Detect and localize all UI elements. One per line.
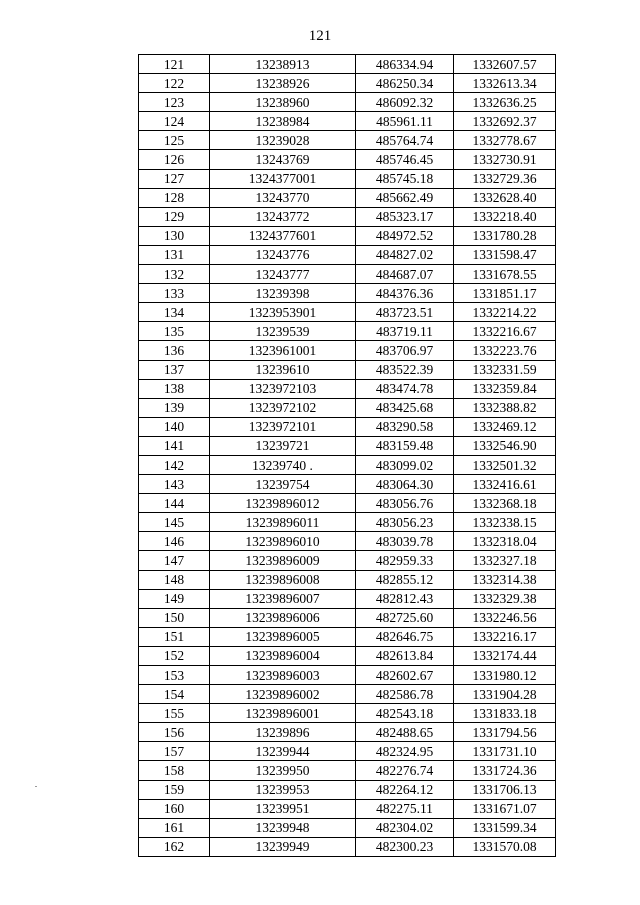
- x-coordinate-cell: 486092.32: [356, 93, 454, 112]
- point-id-cell: 13239896010: [210, 532, 356, 551]
- table-row: [139, 761, 556, 780]
- x-coordinate-cell: 482855.12: [356, 570, 454, 589]
- y-coordinate-cell: 1331780.28: [454, 226, 556, 245]
- x-coordinate-cell: 484687.07: [356, 265, 454, 284]
- row-index-cell: 149: [139, 589, 210, 608]
- x-coordinate-cell: 482812.43: [356, 589, 454, 608]
- table-row: [139, 608, 556, 627]
- y-coordinate-cell: 1332174.44: [454, 646, 556, 665]
- y-coordinate-cell: 1332607.57: [454, 55, 556, 74]
- x-coordinate-cell: 483099.02: [356, 455, 454, 474]
- table-row: [139, 494, 556, 513]
- table-row: [139, 589, 556, 608]
- x-coordinate-cell: 482613.84: [356, 646, 454, 665]
- y-coordinate-cell: 1332368.18: [454, 494, 556, 513]
- x-coordinate-cell: 482275.11: [356, 799, 454, 818]
- point-id-cell: 13239896006: [210, 608, 356, 627]
- x-coordinate-cell: 485745.18: [356, 169, 454, 188]
- point-id-cell: 13239896012: [210, 494, 356, 513]
- y-coordinate-cell: 1332327.18: [454, 551, 556, 570]
- point-id-cell: 13243776: [210, 245, 356, 264]
- row-index-cell: 153: [139, 666, 210, 685]
- x-coordinate-cell: 483056.23: [356, 513, 454, 532]
- x-coordinate-cell: 486334.94: [356, 55, 454, 74]
- point-id-cell: 13239896005: [210, 627, 356, 646]
- table-row: [139, 551, 556, 570]
- point-id-cell: 13239754: [210, 475, 356, 494]
- table-row: [139, 799, 556, 818]
- x-coordinate-cell: 484972.52: [356, 226, 454, 245]
- y-coordinate-cell: 1331724.36: [454, 761, 556, 780]
- y-coordinate-cell: 1332216.67: [454, 322, 556, 341]
- y-coordinate-cell: 1332628.40: [454, 188, 556, 207]
- margin-mark: [35, 786, 37, 787]
- x-coordinate-cell: 482543.18: [356, 704, 454, 723]
- point-id-cell: 1323961001: [210, 341, 356, 360]
- x-coordinate-cell: 483706.97: [356, 341, 454, 360]
- y-coordinate-cell: 1332692.37: [454, 112, 556, 131]
- row-index-cell: 134: [139, 303, 210, 322]
- table-row: [139, 455, 556, 474]
- point-id-cell: 13239896003: [210, 666, 356, 685]
- y-coordinate-cell: 1332636.25: [454, 93, 556, 112]
- row-index-cell: 156: [139, 723, 210, 742]
- point-id-cell: 13239896001: [210, 704, 356, 723]
- row-index-cell: 151: [139, 627, 210, 646]
- point-id-cell: 13243769: [210, 150, 356, 169]
- x-coordinate-cell: 482646.75: [356, 627, 454, 646]
- y-coordinate-cell: 1331706.13: [454, 780, 556, 799]
- point-id-cell: 13239896009: [210, 551, 356, 570]
- table-row: [139, 226, 556, 245]
- x-coordinate-cell: 482602.67: [356, 666, 454, 685]
- point-id-cell: 13239896: [210, 723, 356, 742]
- y-coordinate-cell: 1332501.32: [454, 455, 556, 474]
- point-id-cell: 13239896004: [210, 646, 356, 665]
- y-coordinate-cell: 1331904.28: [454, 685, 556, 704]
- table-row: [139, 666, 556, 685]
- row-index-cell: 160: [139, 799, 210, 818]
- point-id-cell: 1323972101: [210, 417, 356, 436]
- row-index-cell: 142: [139, 455, 210, 474]
- table-row: [139, 398, 556, 417]
- table-row: [139, 513, 556, 532]
- table-row: [139, 532, 556, 551]
- point-id-cell: 1323972102: [210, 398, 356, 417]
- row-index-cell: 122: [139, 74, 210, 93]
- row-index-cell: 145: [139, 513, 210, 532]
- row-index-cell: 158: [139, 761, 210, 780]
- table-row: [139, 379, 556, 398]
- point-id-cell: 13239896008: [210, 570, 356, 589]
- table-row: [139, 780, 556, 799]
- table-row: [139, 341, 556, 360]
- coordinates-table: [138, 54, 556, 857]
- x-coordinate-cell: 483064.30: [356, 475, 454, 494]
- table-row: [139, 417, 556, 436]
- row-index-cell: 136: [139, 341, 210, 360]
- row-index-cell: 155: [139, 704, 210, 723]
- table-row: [139, 818, 556, 837]
- y-coordinate-cell: 1331851.17: [454, 284, 556, 303]
- table-row: [139, 207, 556, 226]
- point-id-cell: 13238960: [210, 93, 356, 112]
- row-index-cell: 150: [139, 608, 210, 627]
- row-index-cell: 130: [139, 226, 210, 245]
- point-id-cell: 13239944: [210, 742, 356, 761]
- page-number: 121: [308, 28, 332, 44]
- point-id-cell: 13238984: [210, 112, 356, 131]
- y-coordinate-cell: 1332331.59: [454, 360, 556, 379]
- y-coordinate-cell: 1332214.22: [454, 303, 556, 322]
- y-coordinate-cell: 1332318.04: [454, 532, 556, 551]
- x-coordinate-cell: 482300.23: [356, 837, 454, 856]
- point-id-cell: 13239539: [210, 322, 356, 341]
- y-coordinate-cell: 1331671.07: [454, 799, 556, 818]
- point-id-cell: 13243777: [210, 265, 356, 284]
- x-coordinate-cell: 486250.34: [356, 74, 454, 93]
- table-row: [139, 627, 556, 646]
- point-id-cell: 13239721: [210, 436, 356, 455]
- table-row: [139, 704, 556, 723]
- y-coordinate-cell: 1331598.47: [454, 245, 556, 264]
- y-coordinate-cell: 1332613.34: [454, 74, 556, 93]
- row-index-cell: 124: [139, 112, 210, 131]
- point-id-cell: 1324377001: [210, 169, 356, 188]
- table-row: [139, 742, 556, 761]
- table-row: [139, 360, 556, 379]
- row-index-cell: 154: [139, 685, 210, 704]
- y-coordinate-cell: 1332729.36: [454, 169, 556, 188]
- y-coordinate-cell: 1332546.90: [454, 436, 556, 455]
- point-id-cell: 1324377601: [210, 226, 356, 245]
- table-row: [139, 188, 556, 207]
- point-id-cell: 1323972103: [210, 379, 356, 398]
- table-row: [139, 436, 556, 455]
- row-index-cell: 152: [139, 646, 210, 665]
- x-coordinate-cell: 483474.78: [356, 379, 454, 398]
- y-coordinate-cell: 1331678.55: [454, 265, 556, 284]
- x-coordinate-cell: 482488.65: [356, 723, 454, 742]
- row-index-cell: 148: [139, 570, 210, 589]
- row-index-cell: 133: [139, 284, 210, 303]
- row-index-cell: 138: [139, 379, 210, 398]
- y-coordinate-cell: 1332388.82: [454, 398, 556, 417]
- y-coordinate-cell: 1331833.18: [454, 704, 556, 723]
- point-id-cell: 13239398: [210, 284, 356, 303]
- row-index-cell: 144: [139, 494, 210, 513]
- table-row: [139, 55, 556, 74]
- x-coordinate-cell: 484827.02: [356, 245, 454, 264]
- x-coordinate-cell: 482276.74: [356, 761, 454, 780]
- x-coordinate-cell: 483159.48: [356, 436, 454, 455]
- y-coordinate-cell: 1332216.17: [454, 627, 556, 646]
- table-body: [139, 55, 556, 857]
- row-index-cell: 140: [139, 417, 210, 436]
- table-row: [139, 303, 556, 322]
- y-coordinate-cell: 1332338.15: [454, 513, 556, 532]
- table-row: [139, 131, 556, 150]
- y-coordinate-cell: 1332778.67: [454, 131, 556, 150]
- row-index-cell: 143: [139, 475, 210, 494]
- table-row: [139, 685, 556, 704]
- x-coordinate-cell: 482304.02: [356, 818, 454, 837]
- point-id-cell: 13239949: [210, 837, 356, 856]
- row-index-cell: 161: [139, 818, 210, 837]
- x-coordinate-cell: 482586.78: [356, 685, 454, 704]
- row-index-cell: 159: [139, 780, 210, 799]
- row-index-cell: 125: [139, 131, 210, 150]
- row-index-cell: 127: [139, 169, 210, 188]
- row-index-cell: 162: [139, 837, 210, 856]
- row-index-cell: 126: [139, 150, 210, 169]
- y-coordinate-cell: 1332314.38: [454, 570, 556, 589]
- point-id-cell: 13243770: [210, 188, 356, 207]
- table-row: [139, 723, 556, 742]
- x-coordinate-cell: 485764.74: [356, 131, 454, 150]
- table-row: [139, 265, 556, 284]
- x-coordinate-cell: 485662.49: [356, 188, 454, 207]
- row-index-cell: 129: [139, 207, 210, 226]
- row-index-cell: 132: [139, 265, 210, 284]
- row-index-cell: 128: [139, 188, 210, 207]
- y-coordinate-cell: 1331599.34: [454, 818, 556, 837]
- table-row: [139, 245, 556, 264]
- y-coordinate-cell: 1332246.56: [454, 608, 556, 627]
- point-id-cell: 13239896002: [210, 685, 356, 704]
- row-index-cell: 139: [139, 398, 210, 417]
- table-row: [139, 570, 556, 589]
- y-coordinate-cell: 1331794.56: [454, 723, 556, 742]
- x-coordinate-cell: 483056.76: [356, 494, 454, 513]
- y-coordinate-cell: 1331980.12: [454, 666, 556, 685]
- point-id-cell: 13238913: [210, 55, 356, 74]
- point-id-cell: 13239896007: [210, 589, 356, 608]
- x-coordinate-cell: 483719.11: [356, 322, 454, 341]
- point-id-cell: 13239896011: [210, 513, 356, 532]
- x-coordinate-cell: 482264.12: [356, 780, 454, 799]
- point-id-cell: 13239951: [210, 799, 356, 818]
- y-coordinate-cell: 1332469.12: [454, 417, 556, 436]
- point-id-cell: 13238926: [210, 74, 356, 93]
- x-coordinate-cell: 482959.33: [356, 551, 454, 570]
- table-row: [139, 150, 556, 169]
- row-index-cell: 121: [139, 55, 210, 74]
- point-id-cell: 13239948: [210, 818, 356, 837]
- point-id-cell: 13243772: [210, 207, 356, 226]
- table-row: [139, 93, 556, 112]
- y-coordinate-cell: 1331731.10: [454, 742, 556, 761]
- row-index-cell: 147: [139, 551, 210, 570]
- y-coordinate-cell: 1332730.91: [454, 150, 556, 169]
- x-coordinate-cell: 483039.78: [356, 532, 454, 551]
- x-coordinate-cell: 485323.17: [356, 207, 454, 226]
- point-id-cell: 13239610: [210, 360, 356, 379]
- row-index-cell: 137: [139, 360, 210, 379]
- point-id-cell: 13239950: [210, 761, 356, 780]
- x-coordinate-cell: 483290.58: [356, 417, 454, 436]
- x-coordinate-cell: 482725.60: [356, 608, 454, 627]
- y-coordinate-cell: 1332359.84: [454, 379, 556, 398]
- point-id-cell: 13239740 .: [210, 455, 356, 474]
- row-index-cell: 157: [139, 742, 210, 761]
- x-coordinate-cell: 485961.11: [356, 112, 454, 131]
- table-row: [139, 169, 556, 188]
- point-id-cell: 13239028: [210, 131, 356, 150]
- table-row: [139, 284, 556, 303]
- x-coordinate-cell: 483425.68: [356, 398, 454, 417]
- x-coordinate-cell: 485746.45: [356, 150, 454, 169]
- y-coordinate-cell: 1332416.61: [454, 475, 556, 494]
- x-coordinate-cell: 483522.39: [356, 360, 454, 379]
- table-row: [139, 74, 556, 93]
- row-index-cell: 131: [139, 245, 210, 264]
- x-coordinate-cell: 484376.36: [356, 284, 454, 303]
- point-id-cell: 13239953: [210, 780, 356, 799]
- row-index-cell: 146: [139, 532, 210, 551]
- table-row: [139, 646, 556, 665]
- x-coordinate-cell: 482324.95: [356, 742, 454, 761]
- x-coordinate-cell: 483723.51: [356, 303, 454, 322]
- row-index-cell: 135: [139, 322, 210, 341]
- y-coordinate-cell: 1332223.76: [454, 341, 556, 360]
- row-index-cell: 141: [139, 436, 210, 455]
- point-id-cell: 1323953901: [210, 303, 356, 322]
- table-row: [139, 475, 556, 494]
- y-coordinate-cell: 1332329.38: [454, 589, 556, 608]
- row-index-cell: 123: [139, 93, 210, 112]
- y-coordinate-cell: 1332218.40: [454, 207, 556, 226]
- table-row: [139, 322, 556, 341]
- table-row: [139, 112, 556, 131]
- table-row: [139, 837, 556, 856]
- y-coordinate-cell: 1331570.08: [454, 837, 556, 856]
